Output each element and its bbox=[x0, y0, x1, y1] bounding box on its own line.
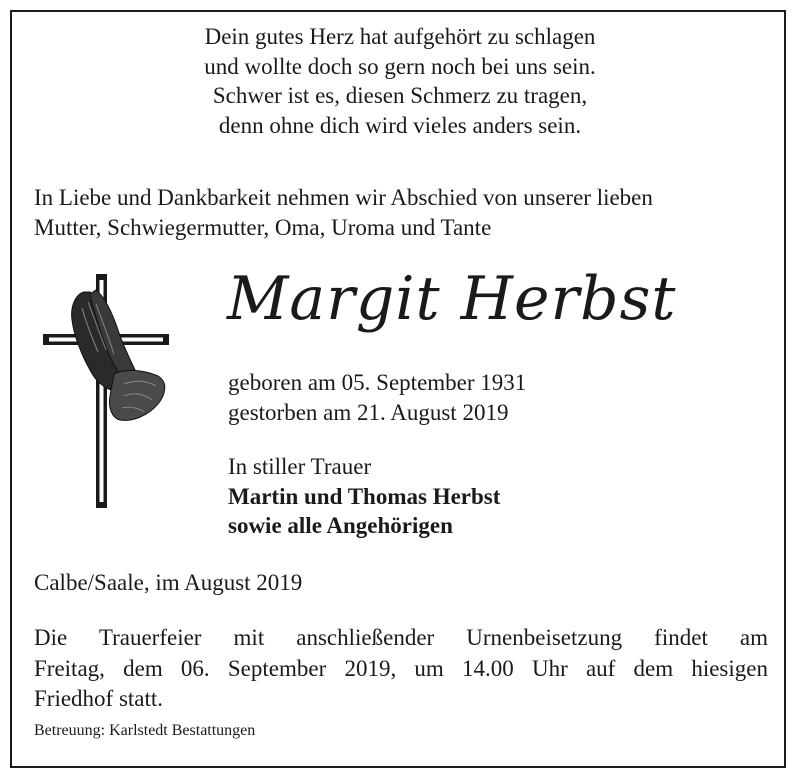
mourner-others: sowie alle Angehörigen bbox=[228, 513, 453, 538]
intro-line: Mutter, Schwiegermutter, Oma, Uroma und Tante bbox=[34, 215, 492, 240]
poem-line: denn ohne dich wird vieles anders sein. bbox=[218, 112, 582, 138]
poem bbox=[0, 22, 800, 140]
cross-with-praying-hands-icon bbox=[40, 272, 170, 517]
intro-text bbox=[34, 183, 774, 243]
funeral-line: Freitag, dem 06. September 2019, um 14.00 Uhr auf dem hiesigen bbox=[34, 655, 768, 681]
deceased-name: Margit Herbst bbox=[227, 264, 677, 334]
mourners-block bbox=[228, 452, 500, 541]
mourning-intro: In stiller Trauer bbox=[228, 454, 372, 479]
place-date: Calbe/Saale, im August 2019 bbox=[34, 570, 303, 595]
funeral-line: Die Trauerfeier mit anschließender Urnenbeisetzung findet am bbox=[34, 625, 768, 650]
funeral-info bbox=[34, 623, 768, 715]
life-dates bbox=[228, 368, 526, 427]
intro-line: In Liebe und Dankbarkeit nehmen wir Abschied von unserer lieben bbox=[34, 185, 653, 210]
mourner-names: Martin und Thomas Herbst bbox=[228, 483, 501, 509]
poem-line: und wollte doch so gern noch bei uns sein. bbox=[204, 53, 596, 79]
funeral-line: Friedhof statt. bbox=[34, 686, 164, 711]
birth-date: geboren am 05. September 1931 bbox=[228, 370, 527, 395]
funeral-home-credit: Betreuung: Karlstedt Bestattungen bbox=[34, 722, 256, 739]
poem-line: Dein gutes Herz hat aufgehört zu schlagen bbox=[204, 24, 596, 49]
poem-line: Schwer ist es, diesen Schmerz zu tragen, bbox=[212, 83, 588, 108]
death-date: gestorben am 21. August 2019 bbox=[228, 399, 509, 425]
